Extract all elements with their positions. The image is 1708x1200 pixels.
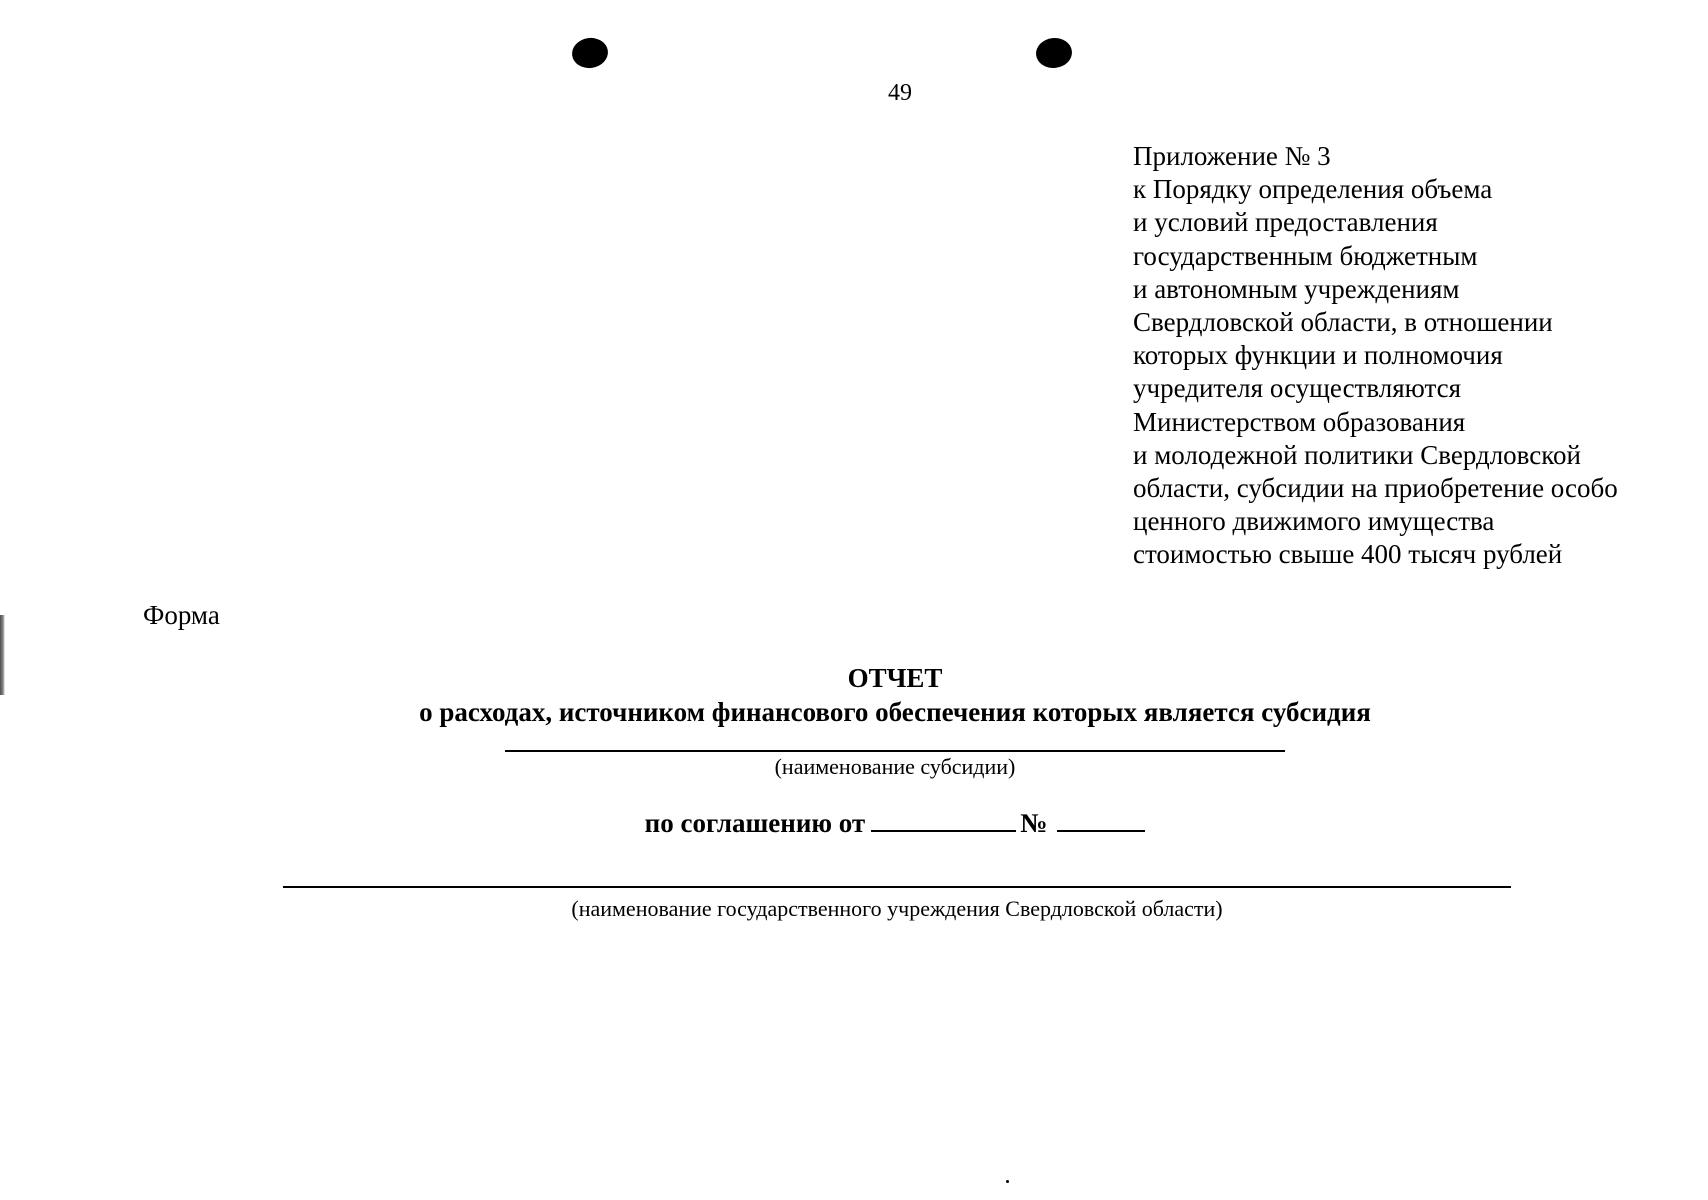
agreement-date-blank [871, 806, 1016, 832]
appendix-line: стоимостью свыше 400 тысяч рублей [1133, 539, 1563, 570]
agreement-number-sign: № [1020, 808, 1048, 838]
subsidy-name-caption: (наименование субсидии) [774, 754, 1016, 779]
appendix-line: и молодежной политики Свердловской [1133, 439, 1581, 470]
punch-hole-left [570, 36, 610, 71]
appendix-line: и условий предоставления [1133, 207, 1438, 238]
appendix-line: Министерством образования [1133, 406, 1466, 437]
appendix-line: которых функции и полномочия [1133, 340, 1503, 371]
appendix-line: Приложение № 3 [1133, 141, 1331, 171]
appendix-line: Свердловской области, в отношении [1133, 307, 1553, 338]
form-label: Форма [143, 600, 220, 630]
scan-speck [1006, 1180, 1009, 1183]
appendix-line: ценного движимого имущества [1133, 506, 1495, 537]
institution-name-line [283, 886, 1511, 888]
report-title: ОТЧЕТ [847, 663, 943, 693]
appendix-line: учредителя осуществляются [1133, 373, 1461, 404]
appendix-line: к Порядку определения объема [1133, 174, 1493, 205]
appendix-line: и автономным учреждениям [1133, 273, 1460, 304]
agreement-line [0, 806, 1708, 839]
appendix-header [1133, 140, 1693, 572]
page-number: 49 [888, 80, 912, 106]
agreement-prefix: по соглашению от [644, 808, 866, 838]
appendix-line: государственным бюджетным [1133, 240, 1478, 271]
punch-hole-right [1035, 36, 1074, 70]
agreement-number-blank [1057, 806, 1145, 832]
institution-name-caption: (наименование государственного учреждения Свердловской области) [571, 896, 1223, 921]
appendix-line: области, субсидии на приобретение особо [1133, 473, 1618, 504]
subsidy-name-line [505, 750, 1285, 752]
report-subtitle: о расходах, источником финансового обеспечения которых является субсидия [419, 697, 1371, 727]
